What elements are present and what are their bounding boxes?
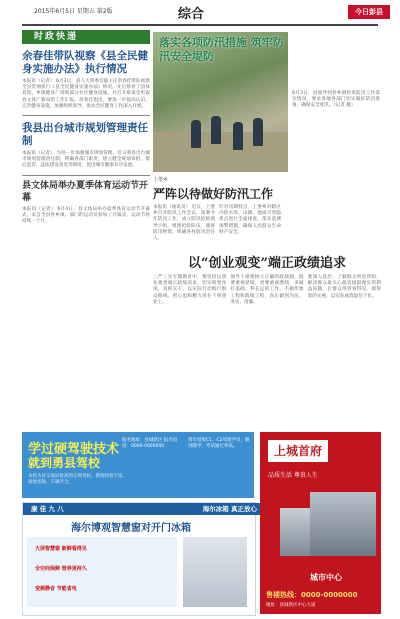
- story-kicker: 上堡乡: [153, 177, 169, 183]
- divider: [22, 175, 150, 176]
- story1-title: 余春佳带队视察《县全民健身实施办法》执行情况: [22, 50, 148, 75]
- page-header: [0, 0, 400, 26]
- commentary-col1: 三严三实专题教育中，要坚持以创业观变端正政绩追求，切实转变作风，真抓实干，以实际行动践行群众路线，把心思和精力用在干事创业上。: [153, 275, 227, 305]
- photo-person: [211, 116, 221, 144]
- flood-story: [153, 176, 281, 242]
- ad-top-bar: [23, 503, 263, 515]
- building-image: [310, 492, 376, 556]
- fridge-image: [183, 537, 247, 607]
- ad-tagline: 海尔冰箱 真正放心: [202, 505, 257, 513]
- politics-band: 时政快递: [22, 30, 150, 44]
- ad-contact: 报名地址：县城新区 报名电话：0000-0000000: [122, 438, 178, 449]
- store-name: 康 佳 九 八: [31, 505, 64, 513]
- estate-phone: 售楼热线：0000-0000000: [266, 591, 358, 599]
- driving-school-ad: [22, 432, 254, 498]
- commentary-title: 以“创业观变”端正政绩追求: [188, 256, 346, 271]
- story1-text: 本报讯（记者） 6月3日，县人大常委会副主任余春佳带队视察全县贯彻执行《县全民健身实施办法》情况，先后察看了县体育馆、乡镇健身广场和部分社区健身设施，并召开座谈会听取县文体广新局的工作汇报。余春佳指出，要进一步提高认识，完善健身设施，加强组织领导，推动全民健身工作深入开展。: [22, 79, 150, 109]
- divider: [22, 115, 150, 116]
- section-title: 综合: [178, 7, 205, 22]
- estate-slogan: 品质生活 尊贵人生: [268, 472, 318, 479]
- real-estate-ad: [260, 432, 381, 614]
- feature-row: 大屏智慧窗 新鲜看得见: [35, 546, 87, 552]
- ad-small-text: 本校为县交通局批准的正规驾校，教练经验丰富，场地宽敞，车辆齐全。: [28, 474, 127, 485]
- flood-story-body: [153, 202, 281, 242]
- story3-text: 本报讯（记者） 6月4日，县文体局举办夏季体育运动节开幕式，来自全县各乡镇、部门的运动员参加了开幕式，运动节将持续一个月。: [22, 206, 150, 225]
- commentary-col3: 要深入基层，了解群众所思所盼，解决群众最关心最直接最现实的利益问题，让群众得到看得见、摸得着的实惠，以实际成效取信于民。: [307, 275, 381, 299]
- fridge-ad: [22, 502, 256, 616]
- photo-title: 落实各项防汛措施 筑牢防汛安全堤防: [159, 36, 284, 63]
- estate-address: 地址：县城新区中心大道: [266, 603, 316, 608]
- flood-text-a: 本报讯（通讯员） 近日，上堡乡召开防汛工作会议，部署今年防汛工作，成立防汛抢险领导小组，组建抢险队伍，储备防汛物资，明确各村防汛责任人。: [153, 205, 215, 242]
- story2-text: 本报讯（记者） 为进一步加强城市规划管理，近日我县出台城市规划管理责任制，明确各部门职责，建立健全规划审批、批后监管、违法建设查处等制度，促进城市健康有序发展。: [22, 151, 150, 169]
- photo-person: [233, 122, 243, 150]
- commentary-section: [153, 250, 381, 306]
- date-line: 2015年6月5日 星期五 第2版: [34, 8, 113, 15]
- flood-story-title: 严阵以待做好防汛工作: [153, 187, 274, 201]
- feature-box: [27, 537, 177, 607]
- estate-location: 城市中心: [310, 573, 342, 582]
- ad-headline-1: 学过硬驾驶技术: [28, 442, 120, 457]
- ad-details: 常年招收C1、C2驾驶学员，随到随学，考试通过率高。: [188, 438, 250, 449]
- estate-brand: 上城首府: [268, 440, 328, 462]
- commentary-body: [153, 275, 381, 306]
- flood-text-b: 针对汛期特点，上堡乡对辖区内的水库、山塘、地质灾害隐患点进行全面排查，落实监测预警措施，确保人民群众生命财产安全。: [219, 205, 281, 235]
- photo-caption-box: [292, 88, 380, 110]
- photo-person: [253, 118, 263, 146]
- feature-row: 变频静音 节能省电: [35, 586, 77, 592]
- commentary-col2: 领导干部要树立正确的政绩观，既要重视显绩，更要重视潜绩，多做打基础、利长远的工作，不搞形象工程和政绩工程，真正做到为民、务实、清廉。: [230, 275, 304, 305]
- politics-column: [22, 30, 150, 225]
- flood-photo: [153, 32, 288, 172]
- feature-row: 全空间保鲜 营养更持久: [35, 566, 87, 572]
- fridge-headline: 海尔博观智慧窗对开门冰箱: [71, 523, 191, 534]
- story3-title: 县文体局举办夏季体育运动节开幕: [22, 180, 149, 203]
- photo-caption: 6月3日，县领导到各乡镇检查防汛工作落实情况，要求各地各部门切实做好防汛准备，确保安全度汛。（记者 摄）: [292, 91, 380, 109]
- photo-person: [191, 120, 201, 148]
- ad-headline-2: 就到勇县驾校: [28, 456, 101, 470]
- header-rule: [22, 24, 378, 26]
- story2-title: 我县出台城市规划管理责任制: [22, 122, 148, 148]
- paper-logo: 今日彭县: [348, 5, 390, 19]
